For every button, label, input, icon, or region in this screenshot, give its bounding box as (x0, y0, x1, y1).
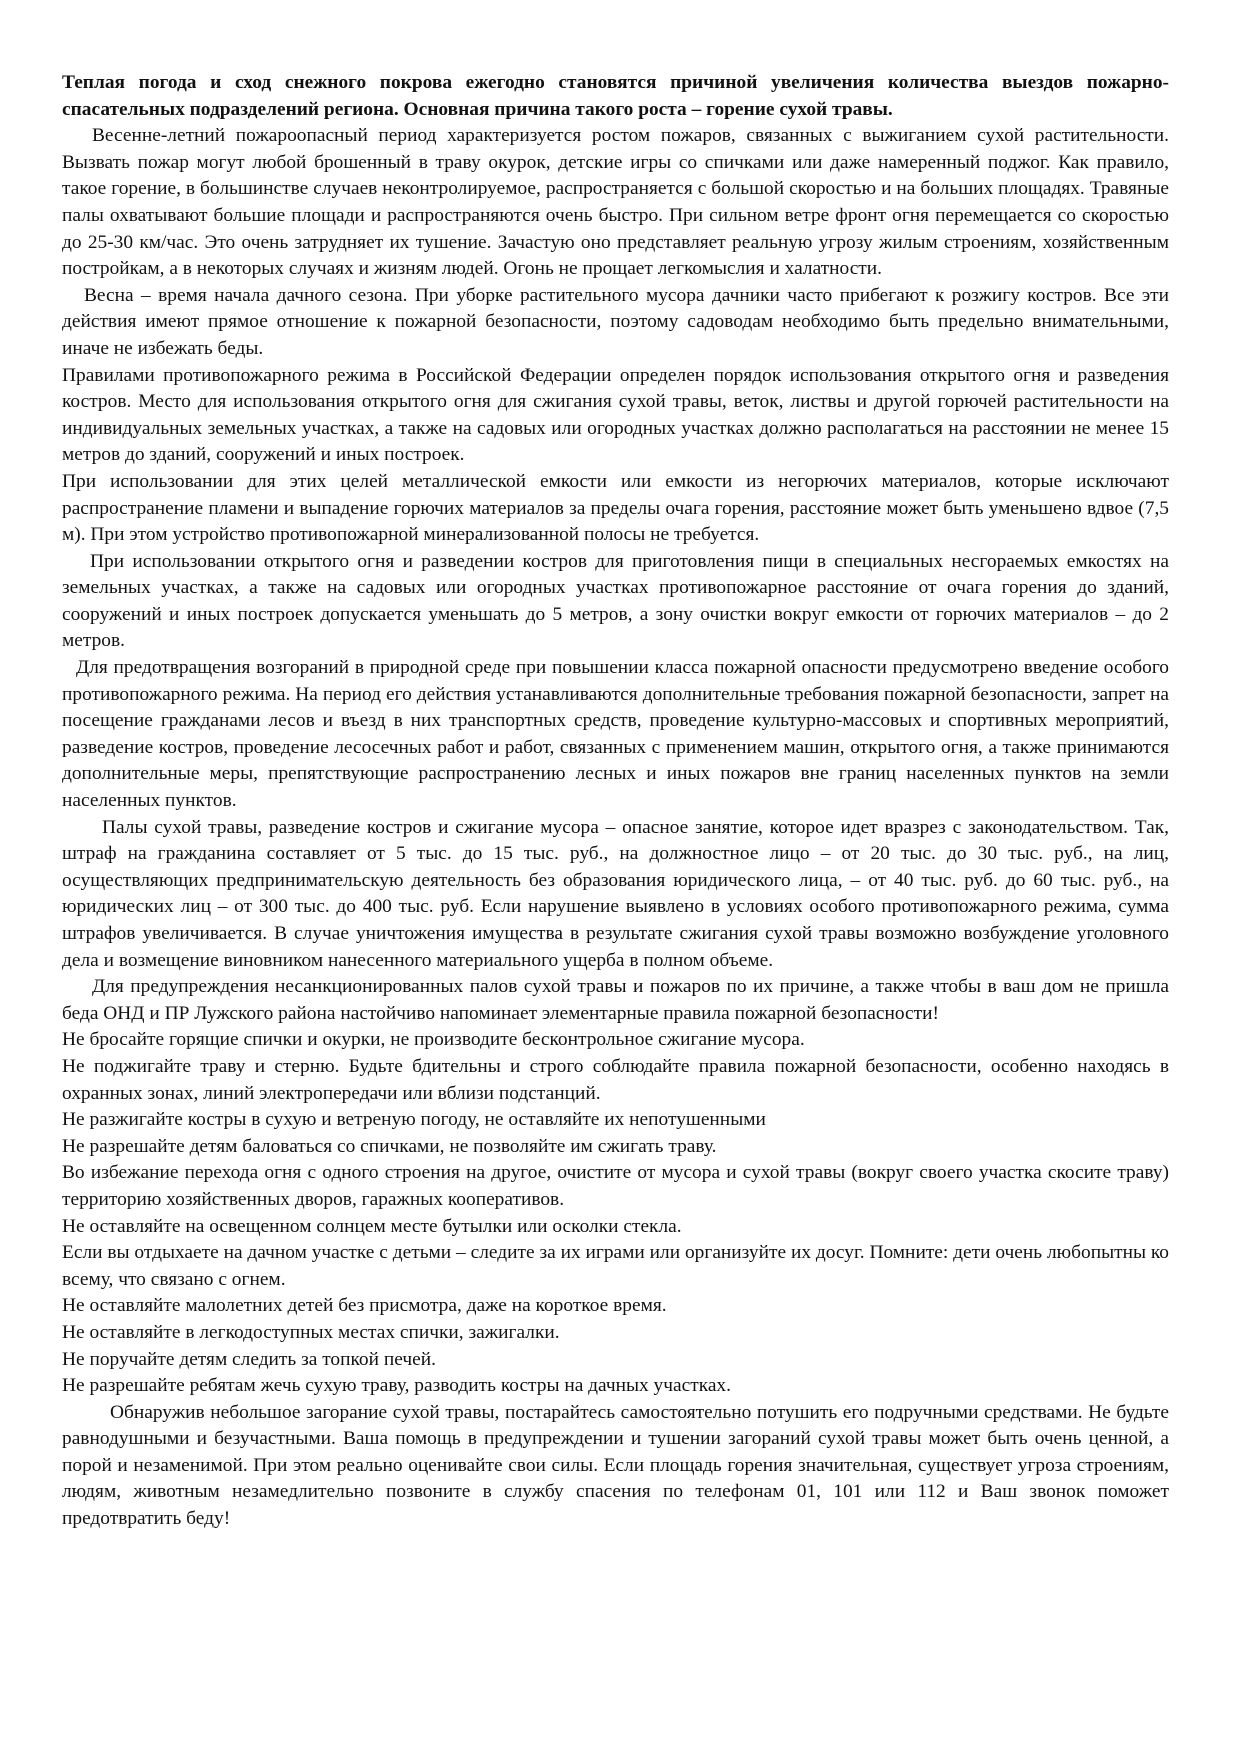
paragraph-cooking-fire: При использовании открытого огня и разведении костров для приготовления пищи в специальных несгораемых емкостях на земельных участках, а также на садовых или огородных участках противопожарное расстояние от очага горения до зданий, сооружений и иных построек допускается уменьшать до 5 метров, а зону очистки вокруг емкости от горючих материалов – до 2 метров. (62, 550, 1169, 652)
rule-item: Не оставляйте в легкодоступных местах спички, зажигалки. (62, 1321, 560, 1343)
paragraph-dacha-season: Весна – время начала дачного сезона. При уборке растительного мусора дачники часто прибегают к розжигу костров. Все эти действия имеют прямое отношение к пожарной безопасности, поэтому садоводам необходимо быть предельно внимательными, иначе не избежать беды. (62, 284, 1169, 359)
rule-item: Не бросайте горящие спички и окурки, не производите бесконтрольное сжигание мусора. (62, 1029, 805, 1051)
paragraph-special-regime: Для предотвращения возгораний в природной среде при повышении класса пожарной опасности предусмотрено введение особого противопожарного режима. На период его действия устанавливаются дополнительные требования пожарной безопасности, запрет на посещение гражданами лесов и въезд в них транспортных средств, проведение культурно-массовых и спортивных мероприятий, разведение костров, проведение лесосечных работ и работ, связанных с применением машин, открытого огня, а также принимаются дополнительные меры, препятствующие распространению лесных и иных пожаров вне границ населенных пунктов на земли населенных пунктов. (62, 657, 1169, 812)
paragraph-reminder: Для предупреждения несанкционированных палов сухой травы и пожаров по их причине, а также чтобы в ваш дом не пришла беда ОНД и ПР Лужского района настойчиво напоминает элементарные правила пожарной безопасности! (62, 976, 1169, 1024)
lead-paragraph: Теплая погода и сход снежного покрова ежегодно становятся причиной увеличения количества выездов пожарно-спасательных подразделений региона. Основная причина такого роста – горение сухой травы. (62, 72, 1169, 120)
document-page (62, 70, 1169, 1533)
rule-item: Во избежание перехода огня с одного строения на другое, очистите от мусора и сухой травы (вокруг своего участка скосите траву) территорию хозяйственных дворов, гаражных кооперативов. (62, 1162, 1169, 1210)
paragraph-fines: Палы сухой травы, разведение костров и сжигание мусора – опасное занятие, которое идет вразрез с законодательством. Так, штраф на гражданина составляет от 5 тыс. до 15 тыс. руб., на должностное лицо – от 20 тыс. до 30 тыс. руб., на лиц, осуществляющих предпринимательскую деятельность без образования юридического лица, – от 40 тыс. руб. до 60 тыс. руб., на юридических лиц – от 300 тыс. до 400 тыс. руб. Если нарушение выявлено в условиях особого противопожарного режима, сумма штрафов увеличивается. В случае уничтожения имущества в результате сжигания сухой травы возможно возбуждение уголовного дела и возмещение виновником нанесенного материального ущерба в полном объеме. (62, 816, 1169, 971)
rule-item: Не оставляйте малолетних детей без присмотра, даже на короткое время. (62, 1295, 667, 1317)
rule-item: Если вы отдыхаете на дачном участке с детьми – следите за их играми или организуйте их досуг. Помните: дети очень любопытны ко всему, что связано с огнем. (62, 1242, 1169, 1290)
paragraph-fire-rules: Правилами противопожарного режима в Российской Федерации определен порядок использования открытого огня и разведения костров. Место для использования открытого огня для сжигания сухой травы, веток, листвы и другой горючей растительности на индивидуальных земельных участках, а также на садовых или огородных участках должно располагаться на расстоянии не менее 15 метров до зданий, сооружений и иных построек. (62, 364, 1169, 466)
rule-item: Не поручайте детям следить за топкой печей. (62, 1348, 436, 1370)
paragraph-fire-season: Весенне-летний пожароопасный период характеризуется ростом пожаров, связанных с выжиганием сухой растительности. Вызвать пожар могут любой брошенный в траву окурок, детские игры со спичками или даже намеренный поджог. Как правило, такое горение, в большинстве случаев неконтролируемое, распространяется с большой скоростью и на больших площадях. Травяные палы охватывают большие площади и распространяются очень быстро. При сильном ветре фронт огня перемещается со скоростью до 25-30 км/час. Это очень затрудняет их тушение. Зачастую оно представляет реальную угрозу жилым строениям, хозяйственным постройкам, а в некоторых случаях и жизням людей. Огонь не прощает легкомыслия и халатности. (62, 125, 1169, 280)
rule-item: Не оставляйте на освещенном солнцем месте бутылки или осколки стекла. (62, 1215, 682, 1237)
rule-item: Не разрешайте детям баловаться со спичками, не позволяйте им сжигать траву. (62, 1135, 717, 1157)
paragraph-metal-container: При использовании для этих целей металлической емкости или емкости из негорючих материалов, которые исключают распространение пламени и выпадение горючих материалов за пределы очага горения, расстояние может быть уменьшено вдвое (7,5 м). При этом устройство противопожарной минерализованной полосы не требуется. (62, 470, 1169, 546)
rule-item: Не разрешайте ребятам жечь сухую траву, разводить костры на дачных участках. (62, 1375, 731, 1397)
closing-paragraph: Обнаружив небольшое загорание сухой травы, постарайтесь самостоятельно потушить его подручными средствами. Не будьте равнодушными и безучастными. Ваша помощь в предупреждении и тушении загораний сухой травы может быть очень ценной, а порой и незаменимой. При этом реально оценивайте свои силы. Если площадь горения значительная, существует угроза строениям, людям, животным незамедлительно позвоните в службу спасения по телефонам 01, 101 или 112 и Ваш звонок поможет предотвратить беду! (62, 1401, 1169, 1530)
rule-item: Не разжигайте костры в сухую и ветреную погоду, не оставляйте их непотушенными (62, 1109, 766, 1131)
rule-item: Не поджигайте траву и стерню. Будьте бдительны и строго соблюдайте правила пожарной безопасности, особенно находясь в охранных зонах, линий электропередачи или вблизи подстанций. (62, 1055, 1169, 1104)
